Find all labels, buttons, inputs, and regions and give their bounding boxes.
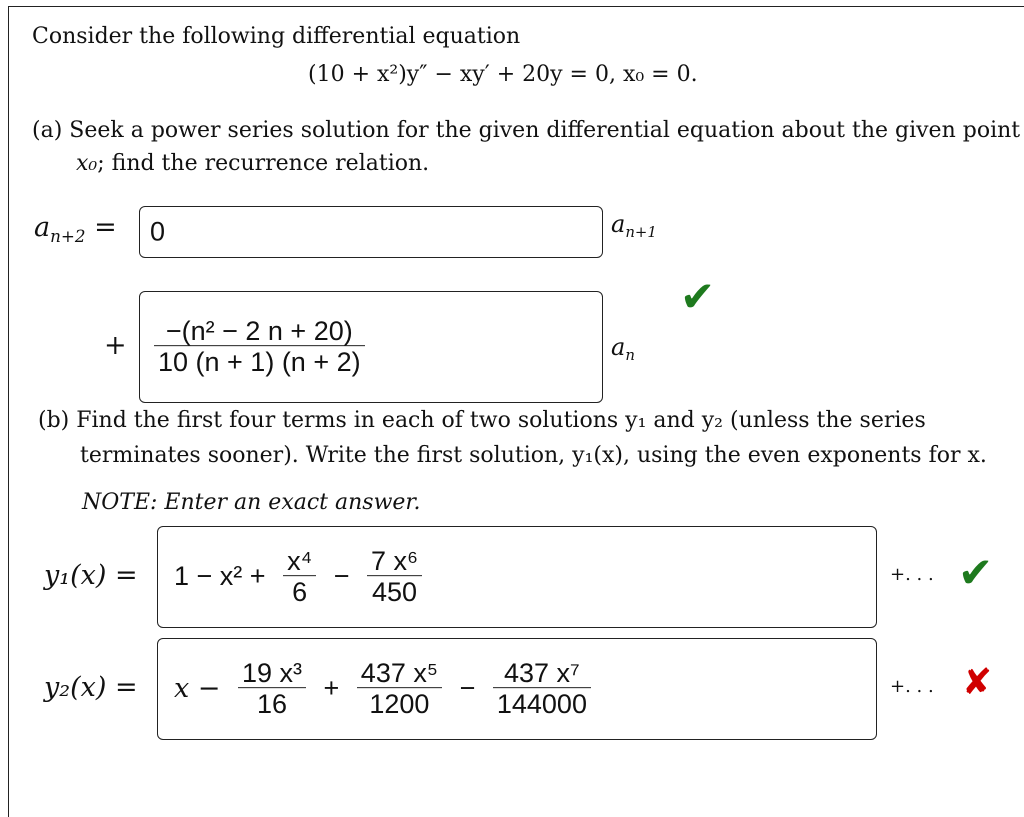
coef-an-denominator: 10 (n + 1) (n + 2) [154, 346, 365, 377]
coef-an1-var [611, 210, 657, 241]
equation: (10 + x²)y″ − xy′ + 20y = 0, x₀ = 0. [308, 62, 698, 87]
y1-term1: 1 − x² + [174, 561, 266, 592]
plus-sign: + [104, 330, 127, 361]
y2-input[interactable] [157, 638, 877, 740]
y2-continuation: +. . . [890, 676, 934, 697]
y1-label: y₁(x) = [44, 560, 138, 591]
y2-f1-den: 16 [238, 688, 306, 719]
y2-term1: x − [174, 673, 221, 705]
y2-plus: + [323, 673, 340, 704]
y2-label: y₂(x) = [44, 672, 138, 703]
y1-f2-num: 7 x⁶ [370, 546, 419, 577]
y1-f1-num: x⁴ [287, 546, 313, 577]
y2-f2-den: 1200 [357, 688, 442, 719]
lhs-equals: = [94, 212, 117, 243]
coef-an1-value: 0 [150, 216, 166, 247]
intro-text: Consider the following differential equation [32, 24, 521, 49]
y1-fraction-1 [283, 547, 316, 607]
coef-an-numerator: −(n² − 2 n + 20) [165, 316, 353, 347]
part-a-line2 [76, 151, 429, 177]
check-icon: ✔ [958, 548, 994, 597]
y2-fraction-2 [357, 659, 442, 719]
part-b-line1 [38, 408, 926, 434]
y1-continuation: +. . . [890, 564, 934, 585]
an1-sub: n+1 [625, 223, 657, 242]
y1-f2-den: 450 [367, 576, 422, 607]
cross-icon: ✘ [962, 662, 993, 703]
coef-an-value [150, 317, 369, 377]
an-sub: n [625, 346, 635, 365]
part-a-line1 [32, 118, 1020, 144]
y1-input[interactable] [157, 526, 877, 628]
part-a-text: Seek a power series solution for the given differential equation about the given point [69, 118, 1021, 143]
y2-minus: − [459, 673, 476, 704]
y2-f3-num: 437 x⁷ [504, 658, 580, 689]
y2-f2-num: 437 x⁵ [360, 658, 439, 689]
part-b-line2: terminates sooner). Write the first solution, y₁(x), using the even exponents for x. [80, 443, 987, 468]
part-a-marker: (a) [32, 118, 63, 143]
an1-var: a [611, 210, 626, 238]
y2-fraction-1 [238, 659, 306, 719]
y2-f3-den: 144000 [493, 688, 591, 719]
note-text: NOTE: Enter an exact answer. [82, 490, 421, 515]
lhs-var: a [34, 212, 51, 243]
y1-value [168, 547, 426, 607]
y2-f1-num: 19 x³ [241, 658, 302, 689]
coef-an-input[interactable] [139, 291, 603, 403]
check-icon: ✔ [680, 272, 716, 321]
coef-an1-input[interactable] [139, 206, 603, 258]
coef-an-var [611, 333, 635, 364]
lhs-sub: n+2 [50, 225, 86, 246]
y1-f1-den: 6 [283, 576, 316, 607]
part-a-rest: ; find the recurrence relation. [97, 151, 430, 176]
an-var: a [611, 333, 626, 361]
part-b-marker: (b) [38, 408, 70, 433]
y1-fraction-2 [367, 547, 422, 607]
recurrence-lhs [34, 212, 117, 246]
coef-an-fraction [154, 317, 365, 377]
y1-minus: − [333, 561, 350, 592]
part-a-var: x₀ [76, 151, 98, 176]
part-b-text: Find the first four terms in each of two solutions y₁ and y₂ (unless the series [76, 408, 926, 433]
y2-value [168, 659, 595, 719]
y2-fraction-3 [493, 659, 591, 719]
